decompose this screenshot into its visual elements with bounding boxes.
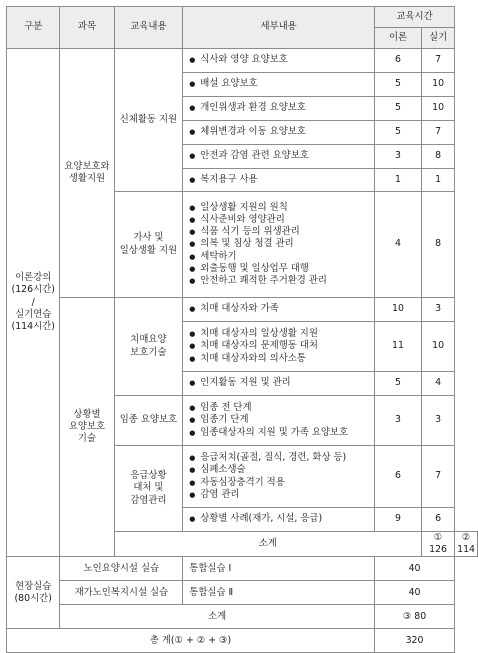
- theory-hours: 5: [374, 97, 421, 121]
- detail-cell: [183, 145, 375, 169]
- field-hours: 40: [374, 581, 454, 605]
- detail-item: ● 식사와 영양 요양보호: [189, 54, 372, 66]
- field-subtotal-label: 소계: [60, 605, 375, 629]
- practice-hours: 4: [422, 372, 455, 396]
- practice-hours: 10: [422, 97, 455, 121]
- field-facility: 노인요양시설 실습: [60, 557, 183, 581]
- detail-cell: [183, 192, 375, 298]
- detail-cell: [183, 322, 375, 372]
- grand-total-hours: 320: [374, 629, 454, 653]
- detail-cell: [183, 121, 375, 145]
- theory-hours: 5: [374, 121, 421, 145]
- detail-item: ● 개인위생과 환경 요양보호: [189, 102, 372, 114]
- detail-item: ● 치매 대상자와 가족: [189, 303, 372, 315]
- header-theory: 이론: [374, 28, 421, 49]
- detail-item: ● 자동심장충격기 적용: [189, 477, 372, 489]
- category-line: (80시간): [14, 592, 52, 604]
- detail-item: ● 치매 대상자의 문제행동 대처: [189, 340, 372, 352]
- theory-hours: 10: [374, 298, 421, 322]
- subject-line: 상황별: [73, 408, 101, 420]
- practice-hours: 1: [422, 169, 455, 192]
- detail-item: ● 임종대상자의 지원 및 가족 요양보호: [189, 427, 372, 439]
- detail-item: ● 세탁하기: [189, 251, 372, 263]
- detail-item: ● 치매 대상자의 일상생활 지원: [189, 328, 372, 340]
- detail-cell: [183, 372, 375, 396]
- theory-hours: 5: [374, 372, 421, 396]
- category-line: (114시간): [11, 321, 55, 333]
- detail-item: ● 안전하고 쾌적한 주거환경 관리: [189, 275, 372, 287]
- theory-hours: 3: [374, 145, 421, 169]
- practice-hours: 3: [422, 396, 455, 446]
- theory-hours: 4: [374, 192, 421, 298]
- subject-line: 생활지원: [68, 173, 106, 184]
- practice-hours: 8: [422, 192, 455, 298]
- theory-hours: 5: [374, 73, 421, 97]
- content-line: 보호기술: [130, 346, 167, 358]
- detail-item: ● 상황별 사례(재가, 시설, 응급): [189, 513, 372, 525]
- category-line: 이론강의: [15, 272, 52, 284]
- detail-cell: [183, 446, 375, 508]
- category-line: /: [31, 296, 35, 308]
- practice-hours: 6: [422, 508, 455, 532]
- detail-item: ● 치매 대상자와의 의사소통: [189, 353, 372, 365]
- category-line: 현장실습: [15, 580, 52, 592]
- detail-cell: [183, 298, 375, 322]
- practice-hours: 7: [422, 121, 455, 145]
- field-content: 통합실습 Ⅱ: [183, 581, 375, 605]
- detail-item: ● 외출동행 및 일상업무 대행: [189, 263, 372, 275]
- header-category: 구분: [7, 7, 60, 49]
- content-line: 대처 및: [133, 482, 164, 494]
- practice-hours: 8: [422, 145, 455, 169]
- subject-care: [60, 49, 114, 298]
- detail-item: ● 체위변경과 이동 요양보호: [189, 126, 372, 138]
- detail-item: ● 복지용구 사용: [189, 174, 372, 186]
- field-content: 통합실습 Ⅰ: [183, 557, 375, 581]
- grand-total-label: 총 계(① + ② + ③): [7, 629, 375, 653]
- category-line: 실기연습: [15, 308, 52, 320]
- content-dementia: [114, 298, 183, 396]
- detail-cell: [183, 169, 375, 192]
- content-line: 가사 및: [133, 232, 164, 244]
- header-subject: 과목: [60, 7, 114, 49]
- practice-hours: 3: [422, 298, 455, 322]
- detail-item: ● 응급처치(골절, 질식, 경련, 화상 등): [189, 452, 372, 464]
- detail-item: ● 식품 식기 등의 위생관리: [189, 226, 372, 238]
- content-line: 감염관리: [130, 494, 167, 506]
- content-line: 치매요양: [130, 334, 167, 346]
- theory-category-cell: [7, 49, 60, 557]
- content-physical: 신체활동 지원: [114, 49, 183, 192]
- detail-cell: [183, 508, 375, 532]
- practice-hours: 7: [422, 49, 455, 73]
- subject-situation: [60, 298, 114, 557]
- content-line: 일상생활 지원: [119, 244, 178, 256]
- theory-hours: 6: [374, 49, 421, 73]
- field-facility: 재가노인복지시설 실습: [60, 581, 183, 605]
- detail-item: ● 안전과 감염 관련 요양보호: [189, 150, 372, 162]
- content-line: 응급상황: [130, 470, 167, 482]
- practice-hours: 10: [422, 73, 455, 97]
- theory-hours: 3: [374, 396, 421, 446]
- field-hours: 40: [374, 557, 454, 581]
- field-category-cell: [7, 557, 60, 629]
- detail-cell: [183, 73, 375, 97]
- curriculum-table-container: [6, 6, 478, 653]
- theory-hours: 9: [374, 508, 421, 532]
- content-household: [114, 192, 183, 298]
- detail-item: ● 감염 관리: [189, 489, 372, 501]
- subtotal-practice: ② 114: [455, 532, 478, 557]
- field-subtotal-hours: ③ 80: [374, 605, 454, 629]
- subject-line: 요양보호와: [64, 160, 110, 172]
- detail-item: ● 일상생활 지원의 원칙: [189, 202, 372, 214]
- subject-line: 요양보호: [68, 421, 106, 433]
- header-detail: 세부내용: [183, 7, 375, 49]
- detail-item: ● 식사준비와 영양관리: [189, 214, 372, 226]
- detail-item: ● 인지활동 지원 및 관리: [189, 377, 372, 389]
- detail-item: ● 의복 및 침상 청결 관리: [189, 238, 372, 250]
- category-line: (126시간): [11, 284, 55, 296]
- theory-hours: 6: [374, 446, 421, 508]
- header-practice: 실기: [422, 28, 455, 49]
- subtotal-theory: ① 126: [422, 532, 455, 557]
- content-hospice: 임종 요양보호: [114, 396, 183, 446]
- header-content: 교육내용: [114, 7, 183, 49]
- curriculum-table: [6, 6, 478, 653]
- detail-cell: [183, 97, 375, 121]
- detail-cell: [183, 396, 375, 446]
- subtotal-label: 소계: [114, 532, 422, 557]
- detail-item: ● 임종 전 단계: [189, 402, 372, 414]
- content-emergency: [114, 446, 183, 532]
- theory-hours: 11: [374, 322, 421, 372]
- practice-hours: 7: [422, 446, 455, 508]
- detail-cell: [183, 49, 375, 73]
- theory-hours: 1: [374, 169, 421, 192]
- detail-item: ● 배설 요양보호: [189, 78, 372, 90]
- detail-item: ● 심폐소생술: [189, 464, 372, 476]
- subject-line: 기술: [77, 433, 97, 445]
- header-hours: 교육시간: [374, 7, 454, 28]
- detail-item: ● 임종기 단계: [189, 414, 372, 426]
- practice-hours: 10: [422, 322, 455, 372]
